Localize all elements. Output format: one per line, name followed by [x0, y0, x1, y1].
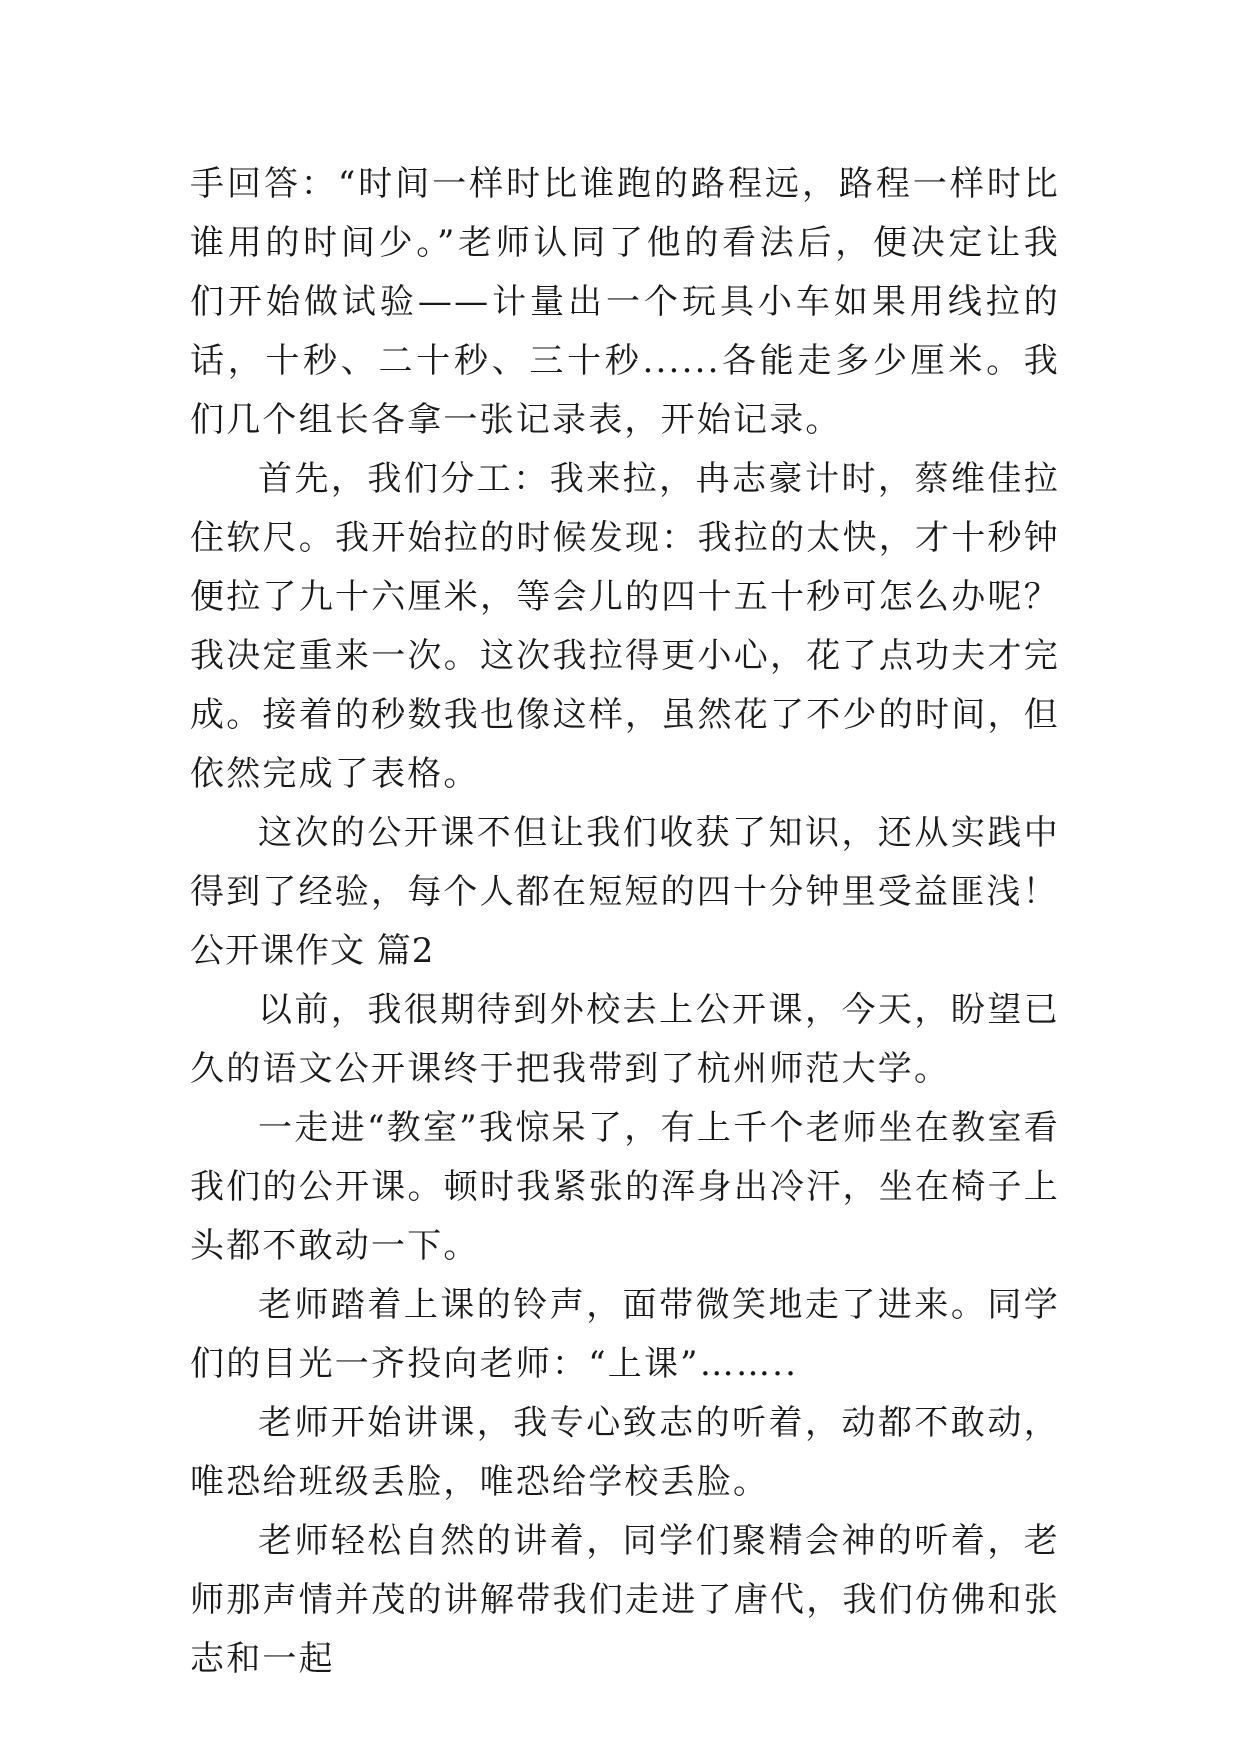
paragraph: 一走进“教室”我惊呆了，有上千个老师坐在教室看我们的公开课。顿时我紧张的浑身出冷汗，坐在椅子上头都不敢动一下。 [190, 1108, 1060, 1266]
paragraph: 老师开始讲课，我专心致志的听着，动都不敢动，唯恐给班级丢脸，唯恐给学校丢脸。 [190, 1403, 1060, 1502]
paragraph: 老师轻松自然的讲着，同学们聚精会神的听着，老师那声情并茂的讲解带我们走进了唐代，我们仿佛和张志和一起 [190, 1521, 1060, 1679]
paragraph: 老师踏着上课的铃声，面带微笑地走了进来。同学们的目光一齐投向老师：“上课”…….. [190, 1285, 1060, 1384]
paragraph: 首先，我们分工：我来拉，冉志豪计时，蔡维佳拉住软尺。我开始拉的时候发现：我拉的太快，才十秒钟便拉了九十六厘米，等会儿的四十五十秒可怎么办呢？我决定重来一次。这次我拉得更小心，花了点功夫才完成。接着的秒数我也像这样，虽然花了不少的时间，但依然完成了表格。 [190, 459, 1060, 794]
paragraph: 这次的公开课不但让我们收获了知识，还从实践中得到了经验，每个人都在短短的四十分钟里受益匪浅！ [190, 813, 1060, 912]
paragraph-continued: 手回答：“时间一样时比谁跑的路程远，路程一样时比谁用的时间少。”老师认同了他的看法后，便决定让我们开始做试验——计量出一个玩具小车如果用线拉的话，十秒、二十秒、三十秒......各能走多少厘米。我们几个组长各拿一张记录表，开始记录。 [190, 164, 1060, 440]
section-heading: 公开课作文 篇2 [190, 931, 435, 971]
paragraph: 以前，我很期待到外校去上公开课，今天，盼望已久的语文公开课终于把我带到了杭州师范大学。 [190, 990, 1060, 1089]
document-body [190, 155, 1060, 1689]
